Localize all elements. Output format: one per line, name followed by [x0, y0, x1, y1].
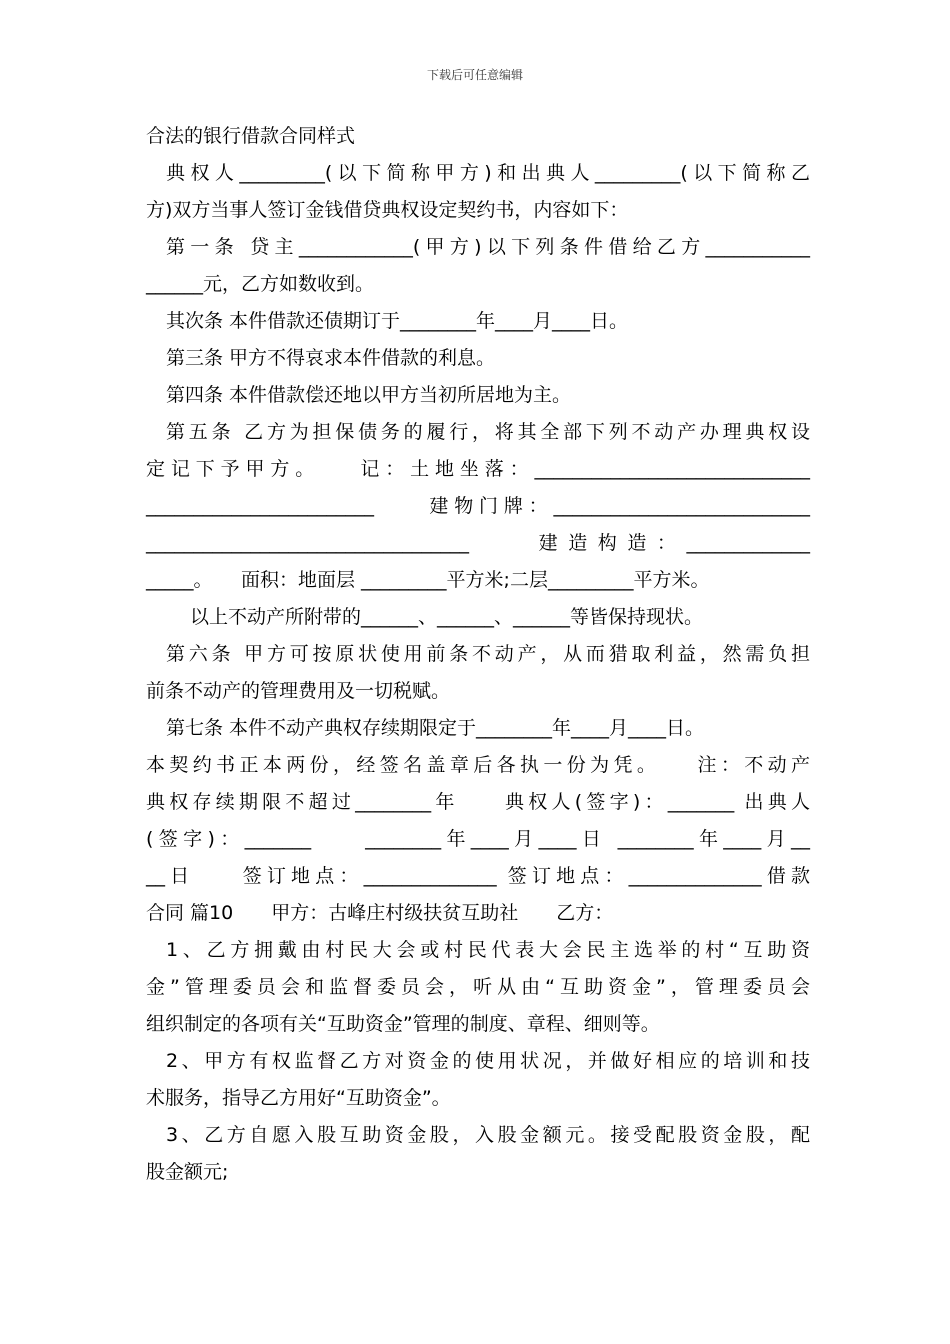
document-body [146, 118, 810, 1191]
paragraph-line: 金”管理委员会和监督委员会，听从由“互助资金”，管理委员会 [146, 976, 810, 998]
paragraph-line: __日 签订地点：______________ 签订地点：______________借款 [146, 865, 810, 887]
paragraph-line: 典权存续期限不超过________年 典权人(签字)：_______ 出典人 [146, 791, 810, 813]
paragraph-line: 股金额元; [146, 1161, 229, 1183]
paragraph-line: 第一条 贷主____________(甲方)以下列条件借给乙方___________ [166, 236, 810, 258]
paragraph-line: _____。 面积：地面层 _________平方米;二层_________平方米。 [146, 569, 710, 591]
document-title: 合法的银行借款合同样式 [146, 125, 356, 147]
paragraph-line: 典权人_________(以下简称甲方)和出典人_________(以下简称乙 [166, 162, 810, 184]
paragraph-line: 1、乙方拥戴由村民大会或村民代表大会民主选举的村“互助资 [166, 939, 810, 961]
paragraph-line: (签字)：_______ ________年____月____日 ________年____月__ [146, 828, 810, 850]
paragraph-line: 第三条 甲方不得哀求本件借款的利息。 [166, 347, 496, 369]
paragraph-line: 本契约书正本两份，经签名盖章后各执一份为凭。 注：不动产 [146, 754, 810, 776]
paragraph-line: 合同 篇10 甲方：古峰庄村级扶贫互助社 乙方： [146, 902, 614, 924]
paragraph-line: 前条不动产的管理费用及一切税赋。 [146, 680, 451, 702]
page-header: 下载后可任意编辑 [426, 68, 523, 82]
paragraph-line: 定记下予甲方。 记：土地坐落：_____________________________ [146, 458, 810, 480]
paragraph-line: 方)双方当事人签订金钱借贷典权设定契约书，内容如下： [146, 199, 629, 221]
paragraph-line: ________________________ 建物门牌：___________________________ [146, 495, 810, 517]
paragraph-line: 第七条 本件不动产典权存续期限定于________年____月____日。 [166, 717, 705, 739]
paragraph-line: 其次条 本件借款还债期订于________年____月____日。 [166, 310, 629, 332]
paragraph-line: 3、乙方自愿入股互助资金股，入股金额元。接受配股资金股，配 [166, 1124, 810, 1146]
paragraph-line: 第六条 甲方可按原状使用前条不动产，从而猎取利益，然需负担 [166, 643, 810, 665]
paragraph-line: 第五条 乙方为担保债务的履行，将其全部下列不动产办理典权设 [166, 421, 810, 443]
paragraph-line: 组织制定的各项有关“互助资金”管理的制度、章程、细则等。 [146, 1013, 660, 1035]
paragraph-line: __________________________________ 建造构造：_____________ [146, 532, 810, 554]
paragraph-line: 第四条 本件借款偿还地以甲方当初所居地为主。 [166, 384, 572, 406]
paragraph-line: 2、甲方有权监督乙方对资金的使用状况，并做好相应的培训和技 [166, 1050, 810, 1072]
paragraph-line: ______元，乙方如数收到。 [146, 273, 375, 295]
paragraph-line: 术服务，指导乙方用好“互助资金”。 [146, 1087, 451, 1109]
paragraph-line: 以上不动产所附带的______、______、______等皆保持现状。 [190, 606, 704, 628]
